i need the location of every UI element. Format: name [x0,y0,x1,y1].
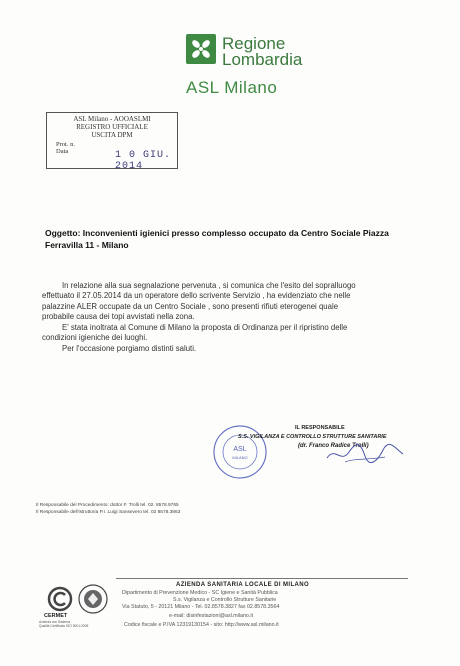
stamp-data-label: Data [56,148,69,155]
asl-title: ASL Milano [186,78,278,97]
stamp-line2: REGISTRO UFFICIALE [76,123,148,131]
round-stamp-subtext: MILANO [232,455,248,460]
region-name-line2: Lombardia [222,50,303,69]
signature-name: (dr. Franco Radice Trolli) [298,443,369,449]
footer-divider [116,578,408,579]
stamp-line3: USCITA DPM [91,131,133,139]
accreditation-seal-icon [76,583,110,615]
body-line: In relazione alla sua segnalazione pervenuta , si comunica che l'esito del sopralluogo [62,281,356,290]
footer-line: Codice fiscale e P.IVA 12319130154 - sito: http://www.asl.milano.it [124,622,279,628]
body-line: probabile causa dei topi avvistati nella zona. [42,312,195,321]
region-name-line1: Regione [222,34,286,53]
cert-note: Azienda con Sistema [39,620,70,624]
subject-line2: Ferravilla 11 - Milano [45,240,129,250]
subject-line1: Oggetto: Inconvenienti igienici presso complesso occupato da Centro Sociale Piazza [45,228,389,238]
footer-line: Via Statuto, 5 - 20121 Milano - Tel. 02.8578.3827 fax 02.8578.3564 [122,604,280,610]
stamp-line1: ASL Milano - AOOASLMI [73,115,151,123]
cert-name: CERMET [44,613,68,619]
handwritten-signature [325,438,405,468]
footer-line: e-mail: disinfestazioni@asl.milano.it [169,613,253,619]
footer-line: S.s. Vigilanza e Controllo Strutture Sanitarie [173,597,277,603]
regione-lombardia-logo-icon [186,34,216,64]
body-line: palazzine ALER occupate da un Centro Sociale , sono presenti rifiuti eterogenei quale [42,302,339,311]
cermet-certification-icon [46,586,74,612]
protocol-stamp [46,112,178,172]
footer-title: AZIENDA SANITARIA LOCALE DI MILANO [176,582,310,588]
signature-unit: S.S. VIGILANZA E CONTROLLO STRUTTURE SANITARIE [238,434,387,440]
footer-line: Dipartimento di Prevenzione Medico - SC Igiene e Sanità Pubblica [122,590,278,596]
cert-number: Qualità Certificato ISO 9001:2008 [39,624,89,628]
body-line: effettuato il 27.05.2014 da un operatore dello scrivente Servizio , ha evidenziato che nelle [42,291,351,300]
stamp-prot-label: Prot. n. [56,141,75,148]
body-line: E' stata inoltrata al Comune di Milano la proposta di Ordinanza per il ripristino delle [62,323,348,332]
stamp-date: 1 0 GIU. 2014 [115,150,172,172]
signature-title: IL RESPONSABILE [295,425,345,431]
round-stamp-text: ASL [233,446,247,453]
instructor-responsible: Il Responsabile dell'istruttoria P.I. Luigi Sansevero tel. 02 8578.3863 [36,510,181,515]
body-line: Per l'occasione porgiamo distinti saluti. [62,344,197,353]
round-stamp-icon [212,424,268,480]
body-line: condizioni igieniche dei luoghi. [42,333,148,342]
procedure-responsible: Il Responsabile del Procedimento: dottor F. Trolli tel. 02. 8578.9765 [36,503,179,508]
